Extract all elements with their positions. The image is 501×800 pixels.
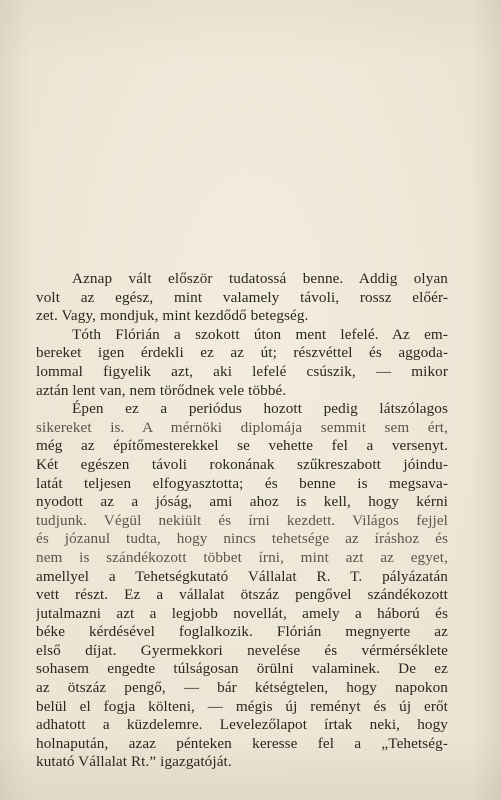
text-line: Épen ez a periódus hozott pedig látszólagos [72, 400, 448, 418]
text-line: lommal figyelik azt, aki lefelé csúszik, — mikor [36, 362, 448, 380]
paragraph-1 [36, 270, 448, 326]
text-line: első díjat. Gyermekkori nevelése és vérmérséklete [36, 641, 448, 659]
text-line: aztán lent van, nem törődnek vele többé. [36, 381, 287, 399]
text-line: amellyel a Tehetségkutató Vállalat R. T. pályázatán [36, 567, 448, 585]
text-line: holnapután, azaz pénteken keresse fel a „Tehetség- [36, 734, 448, 752]
text-line: jutalmazni azt a legjobb novellát, amely a háború és [36, 604, 448, 622]
text-line: kutató Vállalat Rt.” igazgatóját. [36, 753, 232, 771]
paragraph-2 [36, 326, 448, 400]
text-line: az ötszáz pengő, — bár kétségtelen, hogy napokon [36, 679, 448, 697]
text-line: vett részt. Ez a vállalat ötszáz pengővel szándékozott [36, 586, 448, 604]
paragraph-3 [36, 400, 448, 772]
text-line: nyodott az a jóság, ami ahoz is kell, hogy kérni [36, 493, 448, 511]
text-line: és józanul tudta, hogy nincs tehetsége az íráshoz és [36, 530, 448, 548]
text-line: latát teljesen elfogyasztotta; és benne is megsava- [36, 474, 448, 492]
text-line: nem is szándékozott többet írni, mint azt az egyet, [36, 548, 448, 566]
text-line: sikereket is. A mérnöki diplomája semmit sem ért, [36, 418, 448, 436]
text-line: volt az egész, mint valamely távoli, rossz előér- [36, 288, 448, 306]
text-line: adhatott a küzdelemre. Levelezőlapot írtak neki, hogy [36, 716, 448, 734]
text-line: tudjunk. Végül nekiült és írni kezdett. Világos fejjel [36, 511, 448, 529]
text-line: béke kérdésével foglalkozik. Flórián megnyerte az [36, 623, 448, 641]
text-line: zet. Vagy, mondjuk, mint kezdődő betegség. [36, 307, 309, 325]
text-line: sohasem engedte túlságosan örülni valaminek. De ez [36, 660, 448, 678]
page-text [36, 270, 448, 772]
text-line: Aznap vált először tudatossá benne. Addig olyan [72, 270, 448, 287]
text-line: Két egészen távoli rokonának szűkreszabott jóindu- [36, 455, 448, 473]
text-line: még az építőmesterekkel se vehette fel a versenyt. [36, 437, 448, 455]
text-line: bereket igen érdekli ez az út; részvéttel és aggoda- [36, 344, 448, 362]
text-line: belül el fogja költeni, — mégis új reményt és új erőt [36, 697, 448, 715]
text-line: Tóth Flórián a szokott úton ment lefelé. Az em- [72, 325, 448, 343]
